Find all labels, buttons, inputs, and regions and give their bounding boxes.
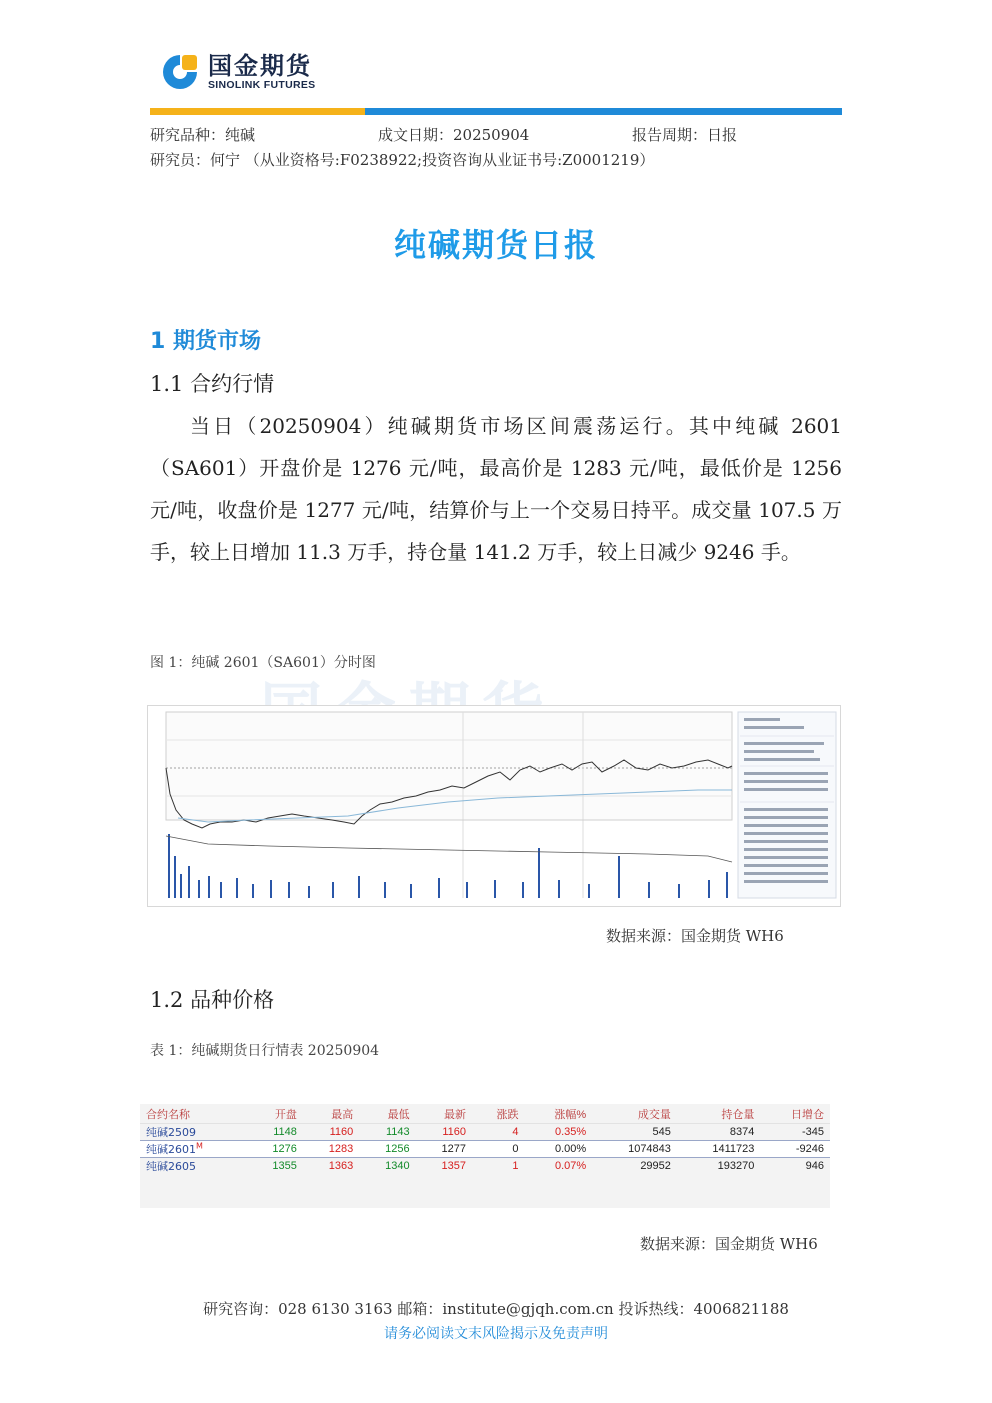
figure-caption: 图 1：纯碱 2601（SA601）分时图: [150, 655, 376, 671]
subsection-variety-prices: 1.2 品种价格: [150, 988, 275, 1012]
header-low: 最低: [387, 1108, 410, 1121]
cell-last: 1357: [416, 1158, 472, 1175]
report-title: 纯碱期货日报: [393, 226, 598, 264]
meta-variety: 研究品种：纯碱: [150, 126, 256, 144]
cell-last: 1277: [416, 1141, 472, 1158]
cell-volume: 1074843: [592, 1141, 677, 1158]
cell-contract: 纯碱2605: [140, 1158, 246, 1175]
table-row[interactable]: [140, 1158, 830, 1175]
cell-open: 1276: [246, 1141, 302, 1158]
cell-change: 1: [472, 1158, 525, 1175]
cell-low: 1340: [359, 1158, 415, 1175]
figure-source: 数据来源：国金期货 WH6: [606, 927, 784, 945]
cell-high: 1283: [303, 1141, 359, 1158]
cell-open-interest: 1411723: [677, 1141, 760, 1158]
company-logo: [160, 52, 315, 92]
section-heading-futures-market: 1 期货市场: [150, 329, 261, 354]
cell-high: 1160: [303, 1124, 359, 1141]
header-contract: 合约名称: [146, 1108, 190, 1121]
cell-volume: 545: [592, 1124, 677, 1141]
logo-mark-icon: [160, 52, 200, 92]
footer-disclaimer-link[interactable]: 请务必阅读文末风险揭示及免责声明: [384, 1326, 608, 1342]
header-open-interest: 持仓量: [721, 1108, 755, 1121]
meta-date: 成文日期：20250904: [378, 126, 530, 144]
cell-daily-oi-change: -9246: [760, 1141, 830, 1158]
daily-quote-table: [140, 1104, 830, 1208]
header-color-bar: [150, 108, 842, 115]
table-row[interactable]: [140, 1124, 830, 1141]
cell-low: 1143: [359, 1124, 415, 1141]
cell-daily-oi-change: -345: [760, 1124, 830, 1141]
logo-name-en: SINOLINK FUTURES: [208, 79, 316, 91]
intraday-chart: [147, 705, 841, 907]
cell-last: 1160: [416, 1124, 472, 1141]
logo-name-cn: 国金期货: [208, 52, 312, 80]
subsection-contract-quotes: 1.1 合约行情: [150, 372, 275, 396]
header-high: 最高: [331, 1108, 354, 1121]
header-daily-oi-change: 日增仓: [791, 1108, 824, 1121]
cell-open-interest: 193270: [677, 1158, 760, 1175]
table-caption: 表 1：纯碱期货日行情表 20250904: [150, 1043, 380, 1059]
cell-daily-oi-change: 946: [760, 1158, 830, 1175]
header-change-pct: 涨幅%: [554, 1108, 587, 1121]
table-source: 数据来源：国金期货 WH6: [640, 1235, 818, 1253]
cell-change-pct: 0.00%: [525, 1141, 593, 1158]
meta-period: 报告周期：日报: [632, 126, 738, 144]
cell-open: 1355: [246, 1158, 302, 1175]
table-row-selected[interactable]: [140, 1141, 830, 1158]
cell-change-pct: 0.07%: [525, 1158, 593, 1175]
cell-contract: 纯碱2509: [140, 1124, 246, 1141]
cell-open-interest: 8374: [677, 1124, 760, 1141]
cell-change: 0: [472, 1141, 525, 1158]
header-last: 最新: [443, 1108, 466, 1121]
meta-analyst: 研究员：何宁 （从业资格号:F0238922;投资咨询从业证书号:Z0001219）: [150, 151, 655, 169]
cell-open: 1148: [246, 1124, 302, 1141]
cell-change: 4: [472, 1124, 525, 1141]
footer-contact: 研究咨询：028 6130 3163 邮箱：institute@gjqh.com.cn 投诉热线：4006821188: [203, 1300, 789, 1318]
market-summary-paragraph: 当日（20250904）纯碱期货市场区间震荡运行。其中纯碱 2601（SA601）开盘价是 1276 元/吨，最高价是 1283 元/吨，最低价是 1256 元/吨，收盘价是 1277 元/吨，结算价与上一个交易日持平。成交量 107.5 万手，较上日增加 11.3 万手，持仓量 141.2 万手，较上日减少 9246 手。: [150, 414, 842, 564]
header-change: 涨跌: [496, 1108, 519, 1121]
cell-low: 1256: [359, 1141, 415, 1158]
main-contract-marker: M: [196, 1141, 203, 1151]
header-open: 开盘: [274, 1108, 297, 1121]
table-header-row: [140, 1104, 830, 1124]
cell-volume: 29952: [592, 1158, 677, 1175]
cell-contract: 纯碱$2601^M$: [140, 1141, 246, 1158]
cell-high: 1363: [303, 1158, 359, 1175]
cell-change-pct: 0.35%: [525, 1124, 593, 1141]
header-volume: 成交量: [637, 1108, 671, 1121]
